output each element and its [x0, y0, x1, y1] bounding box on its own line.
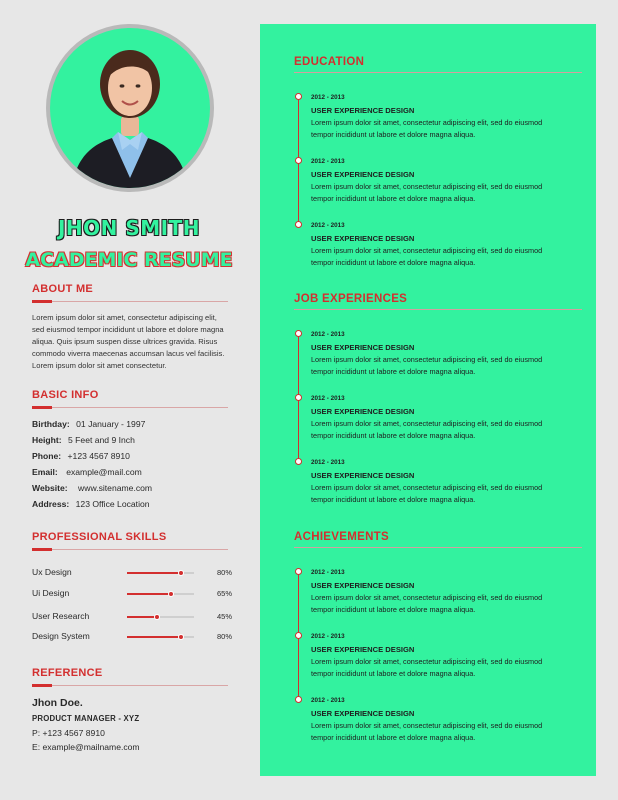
skill-percent: 65% — [216, 589, 232, 598]
skill-name: Ux Design — [32, 567, 72, 577]
info-row-phone — [32, 451, 232, 461]
left-column — [0, 0, 258, 800]
info-value: +123 4567 8910 — [67, 451, 130, 461]
reference-phone: P: +123 4567 8910 — [32, 728, 105, 738]
info-label: Website: — [32, 483, 68, 493]
skill-bar-fill — [127, 572, 181, 574]
right-panel — [260, 24, 596, 776]
reference-heading: REFERENCE — [32, 667, 228, 686]
skill-row — [32, 611, 232, 623]
entry-description: Lorem ipsum dolor sit amet, consectetur adipiscing elit, sed do eiusmod tempor incididunt ut labore et dolore magna aliqua. — [311, 657, 543, 678]
basic-info-heading: BASIC INFO — [32, 389, 228, 408]
entry-years: 2012 - 2013 — [311, 158, 345, 165]
info-row-email — [32, 467, 232, 477]
achievements-heading: ACHIEVEMENTS — [294, 531, 582, 548]
about-heading: ABOUT ME — [32, 283, 228, 302]
skill-row — [32, 588, 232, 600]
skill-bar-knob — [178, 570, 184, 576]
entry-description: Lorem ipsum dolor sit amet, consectetur adipiscing elit, sed do eiusmod tempor incididunt ut labore et dolore magna aliqua. — [311, 246, 543, 267]
entry-years: 2012 - 2013 — [311, 94, 345, 101]
info-value: 5 Feet and 9 Inch — [68, 435, 135, 445]
skill-row — [32, 631, 232, 643]
skill-bar-knob — [178, 634, 184, 640]
skill-bar-track — [127, 616, 194, 618]
entry-description: Lorem ipsum dolor sit amet, consectetur adipiscing elit, sed do eiusmod tempor incididunt ut labore et dolore magna aliqua. — [311, 419, 543, 440]
entry-years: 2012 - 2013 — [311, 569, 345, 576]
timeline-dot — [295, 696, 302, 703]
skill-bar-knob — [154, 614, 160, 620]
skill-bar-track — [127, 636, 194, 638]
entry-role: USER EXPERIENCE DESIGN — [311, 709, 415, 718]
reference-role: PRODUCT MANAGER - XYZ — [32, 714, 140, 723]
profile-photo-frame — [46, 24, 214, 192]
entry-years: 2012 - 2013 — [311, 331, 345, 338]
info-row-birthday — [32, 419, 232, 429]
entry-role: USER EXPERIENCE DESIGN — [311, 581, 415, 590]
info-row-address — [32, 499, 232, 509]
skill-bar-track — [127, 593, 194, 595]
achievement-entry — [311, 633, 581, 680]
skill-row — [32, 567, 232, 579]
info-value: www.sitename.com — [78, 483, 153, 493]
jobs-heading: JOB EXPERIENCES — [294, 293, 582, 310]
timeline-dot — [295, 394, 302, 401]
entry-years: 2012 - 2013 — [311, 395, 345, 402]
skill-percent: 45% — [216, 612, 232, 621]
skill-percent: 80% — [216, 632, 232, 641]
timeline-dot — [295, 458, 302, 465]
info-label: Phone: — [32, 451, 62, 461]
timeline-dot — [295, 632, 302, 639]
info-row-website — [32, 483, 232, 493]
entry-role: USER EXPERIENCE DESIGN — [311, 234, 415, 243]
entry-description: Lorem ipsum dolor sit amet, consectetur adipiscing elit, sed do eiusmod tempor incididunt ut labore et dolore magna aliqua. — [311, 593, 543, 614]
person-illustration — [50, 28, 210, 188]
skill-percent: 80% — [216, 568, 232, 577]
skill-bar-fill — [127, 636, 181, 638]
education-entry — [311, 94, 581, 141]
timeline-dot — [295, 330, 302, 337]
entry-role: USER EXPERIENCE DESIGN — [311, 343, 415, 352]
entry-years: 2012 - 2013 — [311, 459, 345, 466]
info-label: Birthday: — [32, 419, 70, 429]
timeline-dot — [295, 93, 302, 100]
skill-name: User Research — [32, 611, 90, 621]
entry-description: Lorem ipsum dolor sit amet, consectetur adipiscing elit, sed do eiusmod tempor incididunt ut labore et dolore magna aliqua. — [311, 355, 543, 376]
info-label: Email: — [32, 467, 58, 477]
entry-description: Lorem ipsum dolor sit amet, consectetur adipiscing elit, sed do eiusmod tempor incididunt ut labore et dolore magna aliqua. — [311, 483, 543, 504]
reference-name: Jhon Doe. — [32, 697, 83, 709]
skill-bar-fill — [127, 593, 171, 595]
info-row-height — [32, 435, 232, 445]
entry-role: USER EXPERIENCE DESIGN — [311, 170, 415, 179]
education-heading: EDUCATION — [294, 56, 582, 73]
job-entry — [311, 331, 581, 378]
resume-name: JHON SMITH — [57, 216, 200, 240]
skills-heading: PROFESSIONAL SKILLS — [32, 531, 228, 550]
info-label: Height: — [32, 435, 62, 445]
about-text: Lorem ipsum dolor sit amet, consectetur adipiscing elit, sed eiusmod tempor incididunt ut labore et dolore magna aliqua. Quis ipsum suspen disse ultrices gravida. Risus commodo viverra maecenas accumsan lacus vel facilisis. Lorem ipsum dolor sit amet consectetur. — [32, 313, 225, 370]
skill-name: Design System — [32, 631, 90, 641]
entry-description: Lorem ipsum dolor sit amet, consectetur adipiscing elit, sed do eiusmod tempor incididunt ut labore et dolore magna aliqua. — [311, 118, 543, 139]
skill-bar-fill — [127, 616, 157, 618]
info-value: 01 January - 1997 — [76, 419, 146, 429]
job-entry — [311, 459, 581, 506]
info-value: 123 Office Location — [75, 499, 150, 509]
entry-role: USER EXPERIENCE DESIGN — [311, 407, 415, 416]
job-entry — [311, 395, 581, 442]
education-entry — [311, 158, 581, 205]
profile-photo — [50, 28, 210, 188]
timeline-dot — [295, 157, 302, 164]
entry-years: 2012 - 2013 — [311, 222, 345, 229]
entry-description: Lorem ipsum dolor sit amet, consectetur adipiscing elit, sed do eiusmod tempor incididunt ut labore et dolore magna aliqua. — [311, 721, 543, 742]
timeline-dot — [295, 221, 302, 228]
resume-subtitle: ACADEMIC RESUME — [25, 249, 233, 271]
education-entry — [311, 222, 581, 269]
entry-role: USER EXPERIENCE DESIGN — [311, 471, 415, 480]
skill-bar-knob — [168, 591, 174, 597]
entry-description: Lorem ipsum dolor sit amet, consectetur adipiscing elit, sed do eiusmod tempor incididunt ut labore et dolore magna aliqua. — [311, 182, 543, 203]
achievement-entry — [311, 569, 581, 616]
achievement-entry — [311, 697, 581, 744]
entry-years: 2012 - 2013 — [311, 633, 345, 640]
info-value: example@mail.com — [66, 467, 142, 477]
skill-name: Ui Design — [32, 588, 70, 598]
timeline-dot — [295, 568, 302, 575]
skill-bar-track — [127, 572, 194, 574]
info-label: Address: — [32, 499, 70, 509]
entry-role: USER EXPERIENCE DESIGN — [311, 645, 415, 654]
entry-role: USER EXPERIENCE DESIGN — [311, 106, 415, 115]
reference-email: E: example@mailname.com — [32, 742, 140, 752]
entry-years: 2012 - 2013 — [311, 697, 345, 704]
